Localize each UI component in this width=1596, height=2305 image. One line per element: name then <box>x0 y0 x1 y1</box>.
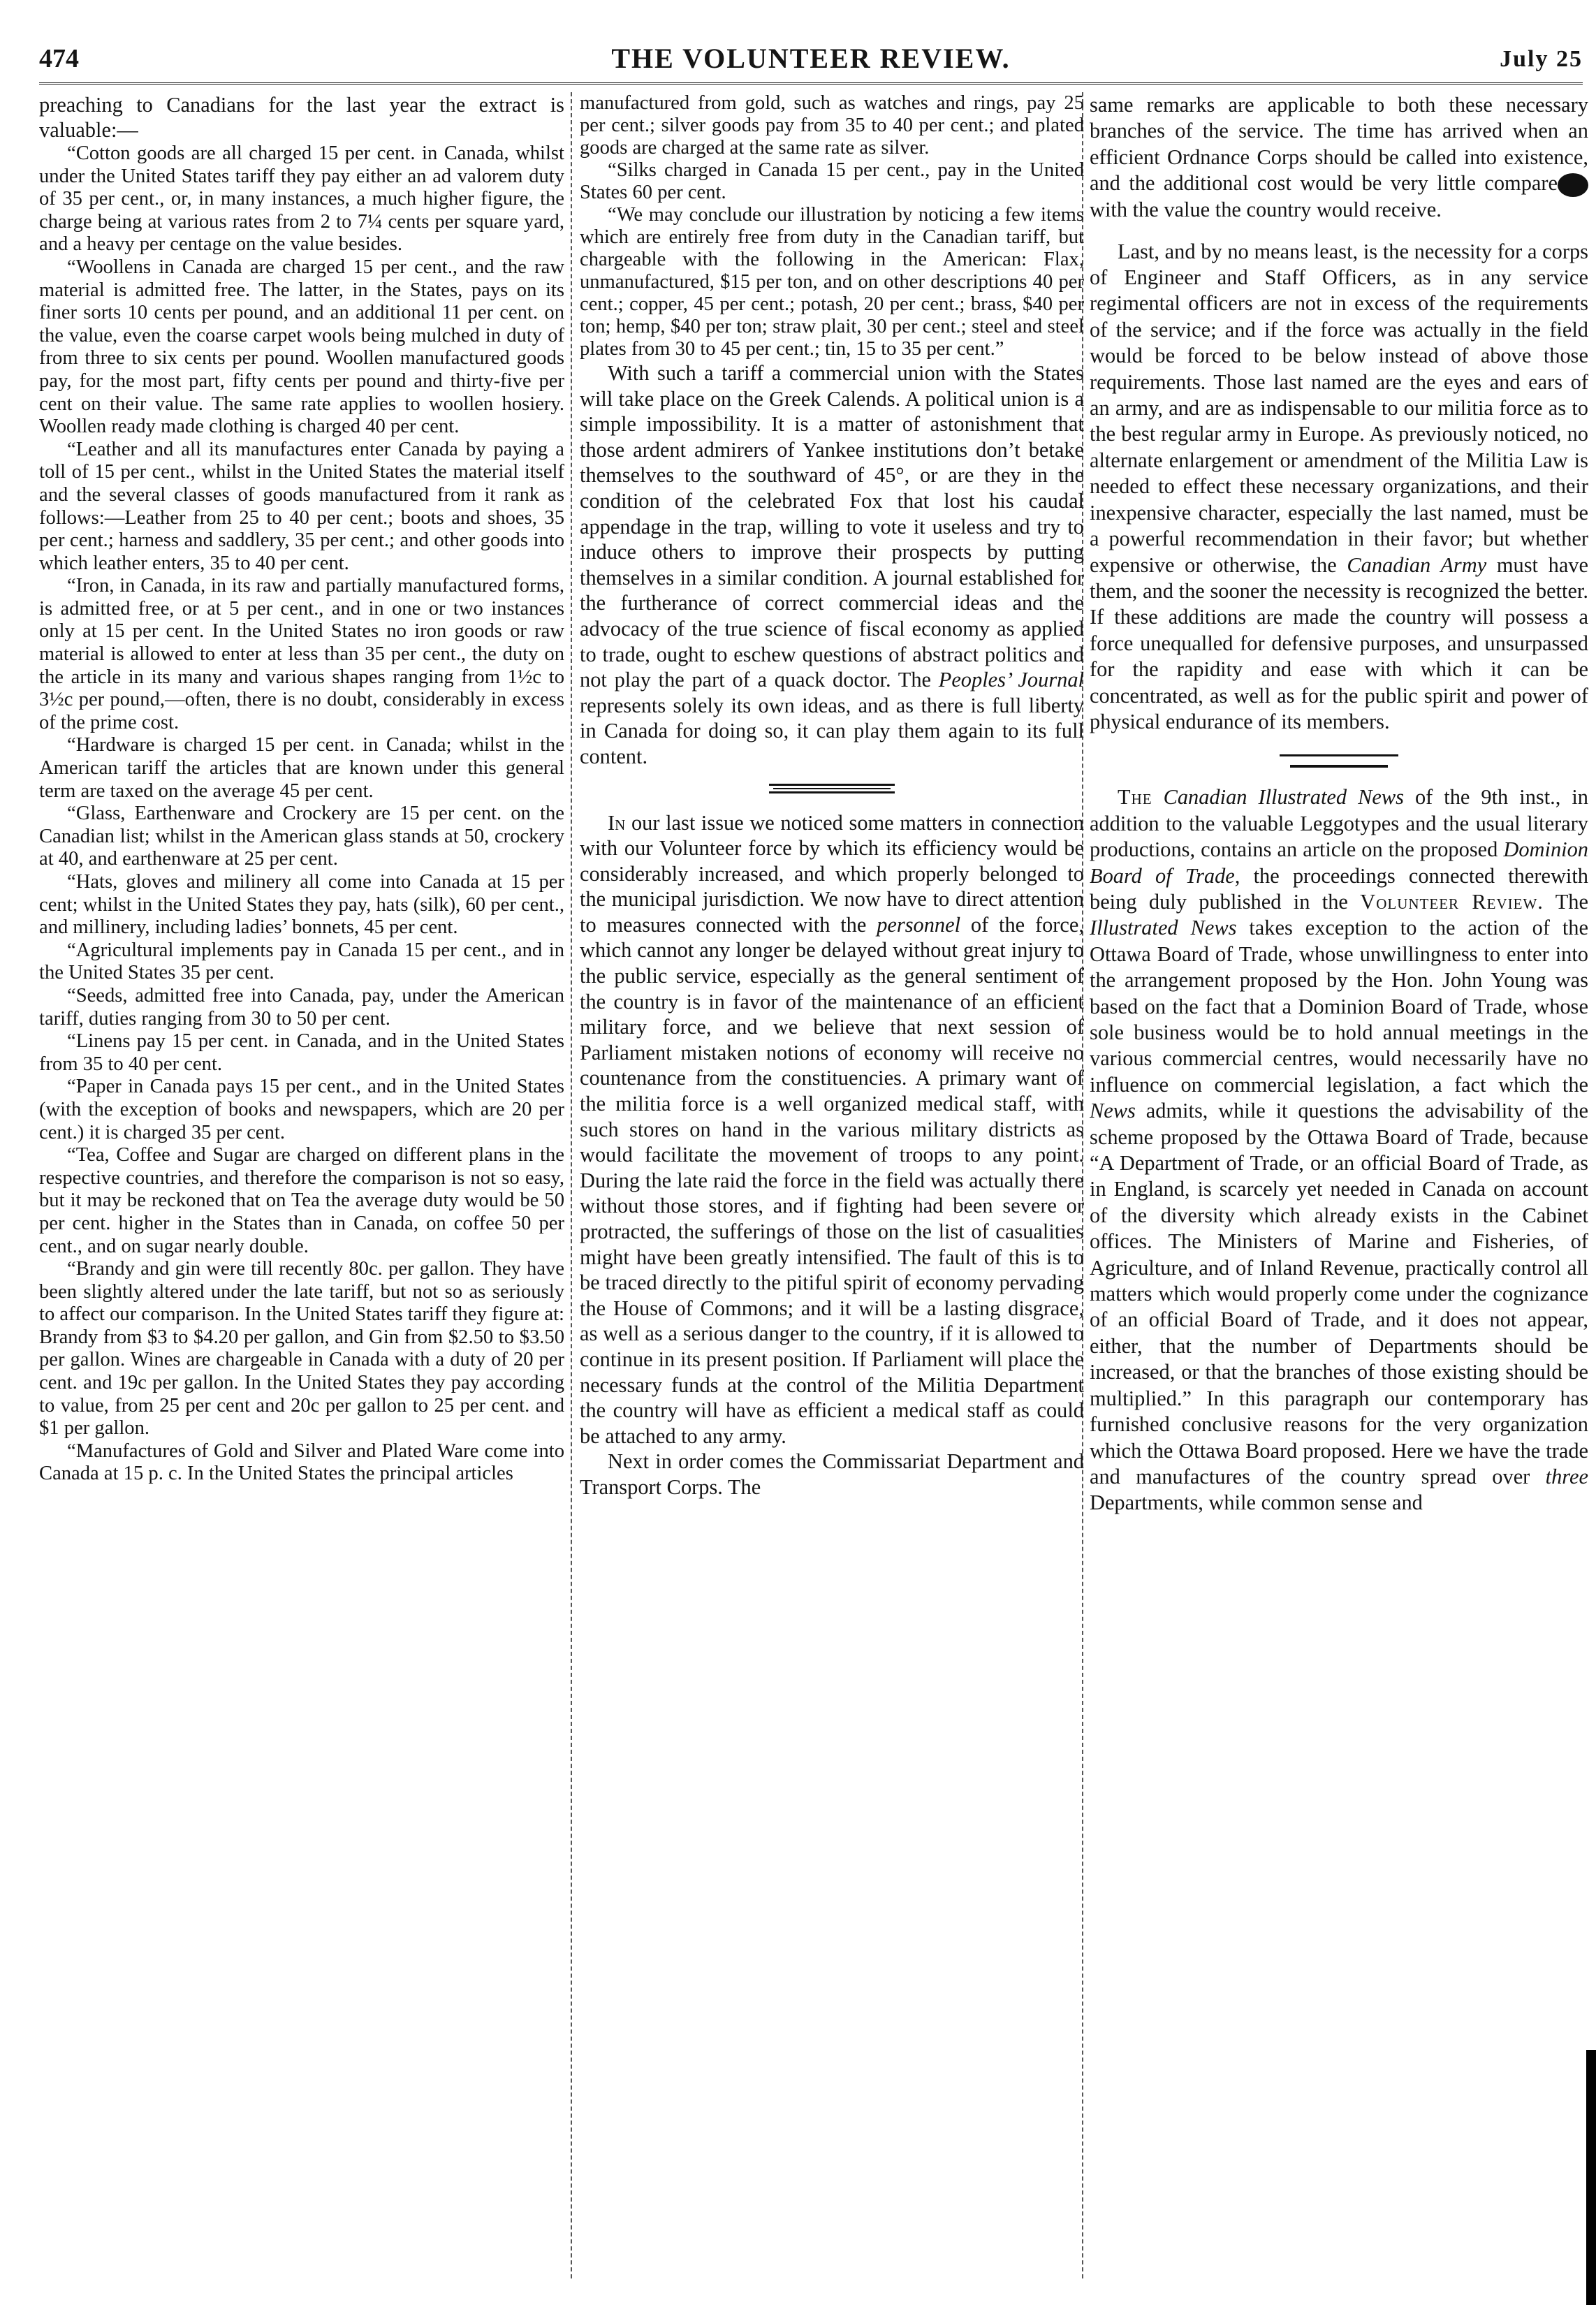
tariff-paragraph: “Glass, Earthenware and Crockery are 15 per cent. on the Canadian list; whilst in the American glass stands at 50, crockery at 40, and earthenware at 25 per cent. <box>39 803 564 870</box>
quote-paragraph: “Silks charged in Canada 15 per cent., pay in the United States 60 per cent. <box>580 159 1084 203</box>
column-1 <box>39 92 564 2278</box>
column-separator <box>571 92 572 2278</box>
section-divider-rule <box>1280 754 1398 756</box>
tariff-paragraph: “Brandy and gin were till recently 80c. per gallon. They have been slightly altered under the late tariff, but not so as seriously to affect our comparison. In the United States tariff they figure at: Brandy from $3 to $4.20 per gallon, and Gin from $2.50 to $3.50 per gallon. Wines are chargeable in Canada with a duty of 20 per cent. and 19c per gallon. In the United States they pay according to value, from 25 per cent and 20c per gallon to 25 per cent. and $1 per gallon. <box>39 1258 564 1440</box>
article-lead-word: The <box>1118 785 1152 810</box>
tariff-paragraph: “Hats, gloves and milinery all come into Canada at 15 per cent; whilst in the United States they pay, hats (silk), 60 per cent., and millinery, including ladies’ bonnets, 45 per cent. <box>39 871 564 939</box>
tariff-paragraph: “Leather and all its manufactures enter Canada by paying a toll of 15 per cent., whilst in the United States the material itself and the several classes of goods manufactured from it rank as follows:—Leather from 25 to 40 per cent.; boots and shoes, 35 per cent.; harness and saddlery, 35 per cent.; and other goods into which leather enters, 35 to 40 per cent. <box>39 438 564 574</box>
column-2 <box>580 92 1084 2278</box>
publication-name: Volunteer Review. <box>1360 889 1544 914</box>
tariff-paragraph: “Manufactures of Gold and Silver and Plated Ware come into Canada at 15 p. c. In the United States the principal articles <box>39 1440 564 1485</box>
tariff-paragraph: “Woollens in Canada are charged 15 per cent., and the raw material is admitted free. The latter, in the States, pays on its finer sorts 10 cents per pound, and an additional 11 per cent. on the value, even the coarse carpet wools being mulched in duty of from three to six cents per pound. Woollen manufactured goods pay, for the most part, fifty cents per pound and thirty-five per cent on their value. The same rate applies to woollen hosiery. Woollen ready made clothing is charged 40 per cent. <box>39 256 564 438</box>
article-text: Departments, while common sense and <box>1090 1491 1423 1515</box>
scan-edge-shadow <box>1586 2050 1596 2305</box>
column-3 <box>1090 92 1588 2278</box>
news-article <box>1090 784 1588 1516</box>
section-divider-rule <box>1290 765 1388 768</box>
header-rule <box>39 82 1583 85</box>
tariff-paragraph: “Agricultural implements pay in Canada 15 per cent., and in the United States 35 per cent. <box>39 939 564 984</box>
page-number: 474 <box>39 44 79 73</box>
article-text: takes exception to the action of the Ottawa Board of Trade, whose unwillingness to enter into the arrangement proposed by the Hon. John Young was based on the fact that a Dominion Board of Trade, whose sole business would be to hold annual meetings in the various commercial centres, would necessarily have no influence on commercial legislation, a fact which the <box>1090 916 1588 1097</box>
tariff-paragraph: “Paper in Canada pays 15 per cent., and in the United States (with the exception of books and newspapers, which are 20 per cent.) it is charged 35 per cent. <box>39 1076 564 1143</box>
article-text: our last issue we noticed some matters in connection with our Volunteer force by which its efficiency would be considerably increased, and which properly belonged to the municipal jurisdiction. We now have to direct attention to measures connected with the <box>580 810 1084 937</box>
article-text: of the 9th inst., in addition to the valuable Leggotypes and the usual literary productions, contains an article on the proposed <box>1090 785 1588 862</box>
page-header <box>39 39 1583 81</box>
article-text: same remarks are applicable to both these necessary branches of the service. The time has arrived when an efficient Ordnance Corps should be called into existence, and the additional cost would be very little compare <box>1090 93 1588 196</box>
publication-name: Canadian Illustrated News <box>1163 785 1404 810</box>
article-text: of the force, which cannot any longer be delayed without great injury to the public service, especially as the general sentiment of the country is in favor of the maintenance of an efficient military force, and we believe that next session of Parliament mistaken notions of economy will receive no countenance from the constituencies. A primary want of the militia force is a well organized medical staff, with such stores on hand in the various military districts as would facilitate the movement of troops to any point. During the late raid the force in the field was actually there without those stores, and if fighting had been severe or protracted, the sufferings of those on the list of casualities might have been greatly intensified. The fault of this is to be traced directly to the pitiful spirit of economy pervading the House of Commons; and it will be a lasting disgrace, as well as a serious danger to the country, if it is allowed to continue in its present position. If Parliament will place the necessary funds at the control of the Militia Department the country will have as efficient a medical staff as could be attached to any army. <box>580 912 1084 1448</box>
tariff-paragraph: “Hardware is charged 15 per cent. in Canada; whilst in the American tariff the articles that are known under this general term are taxed on the average 45 per cent. <box>39 734 564 802</box>
ink-blot <box>1558 173 1588 197</box>
article-text: admits, while it questions the advisability of the scheme proposed by the Ottawa Board of Trade, because “A Department of Trade, or an official Board of Trade, as in England, is scarcely yet needed in Canada on account of the diversity which already exists in the Cabinet offices. The Ministers of Marine and Fisheries, of Agriculture, and of Inland Revenue, practically control all matters which would properly come under the cognizance of an official Board of Trade, and it does not appear, either, that the number of Departments should be increased, or that the branches of those existing should be multiplied.” In this paragraph our contemporary has furnished conclusive reasons for the very organization which the Ottawa Board proposed. Here we have the trade and manufactures of the country spread over <box>1090 1099 1588 1488</box>
tariff-intro: preaching to Canadians for the last year the extract is valuable:— <box>39 93 564 142</box>
article-text: with the value the country would receive. <box>1090 198 1442 222</box>
journal-name: Peoples’ Journal <box>938 668 1084 692</box>
article-text: The <box>1555 889 1588 914</box>
article-paragraph <box>1090 92 1588 224</box>
quote-paragraph: “We may conclude our illustration by noticing a few items which are entirely free from duty in the Canadian tariff, but chargeable with the following in the American: Flax, unmanufactured, $15 per ton, and on other descriptions 40 per cent.; copper, 45 per cent.; potash, 20 per cent.; brass, $40 per ton; hemp, $40 per ton; straw plait, 30 per cent.; steel and steel plates from 30 to 45 per cent.; tin, 15 to 35 per cent.” <box>580 204 1084 360</box>
paragraph-gap <box>1090 224 1588 239</box>
italic-term: three <box>1545 1464 1588 1488</box>
militia-article <box>580 810 1084 1449</box>
italic-term: personnel <box>877 912 961 937</box>
masthead-title: THE VOLUNTEER REVIEW. <box>611 43 1011 74</box>
tariff-paragraph: “Seeds, admitted free into Canada, pay, under the American tariff, duties ranging from 30 to 50 per cent. <box>39 984 564 1030</box>
article-paragraph: Next in order comes the Commissariat Department and Transport Corps. The <box>580 1449 1084 1499</box>
issue-date: July 25 <box>1500 46 1583 72</box>
article-paragraph <box>1090 239 1588 736</box>
editorial-text: With such a tariff a commercial union with the States will take place on the Greek Calends. A political union is a simple impossibility. It is a matter of astonishment that those ardent admirers of Yankee institutions don’t betake themselves to the southward of 45°, or are they in the condition of the celebrated Fox that lost his caudal appendage in the trap, willing to vote it useless and try to induce others to improve their prospects by putting themselves in a similar condition. A journal established for the furtherance of correct commercial ideas and the advocacy of the true science of fiscal economy as applied to trade, ought to eschew questions of abstract politics and not play the part of a quack doctor. The <box>580 361 1084 692</box>
article-text: must have them, and the sooner the necessity is recognized the better. If these additions are made the country will possess a force unequalled for defensive purposes, and unsurpassed for the rapidity and ease with which it can be concentrated, as well as for the public spirit and power of physical endurance of its members. <box>1090 553 1588 733</box>
tariff-paragraph: “Iron, in Canada, in its raw and partially manufactured forms, is admitted free, or at 5 per cent., and in one or two instances only at 15 per cent. In the United States no iron goods or raw material is allowed to enter at less than 35 per cent., the duty on the article in its many and various shapes ranging from 1½c to 3½c per pound,—often, there is no doubt, considerably in excess of the prime cost. <box>39 575 564 733</box>
italic-term: Canadian Army <box>1347 553 1487 577</box>
publication-name: News <box>1090 1099 1136 1123</box>
tariff-paragraph: “Linens pay 15 per cent. in Canada, and in the United States from 35 to 40 per cent. <box>39 1030 564 1075</box>
tariff-paragraph: “Cotton goods are all charged 15 per cent. in Canada, whilst under the United States tariff they pay either an ad valorem duty of 35 per cent., or, in many instances, a much higher figure, the charge being at various rates from 2 to 7¼ cents per square yard, and a heavy per centage on the value besides. <box>39 142 564 256</box>
editorial-paragraph <box>580 360 1084 770</box>
tariff-paragraph: “Tea, Coffee and Sugar are charged on different plans in the respective countries, and therefore the comparison is not so easy, but it may be reckoned that on Tea the average duty would be 50 per cent. higher in the States than in Canada, on coffee 50 per cent., and on sugar nearly double. <box>39 1144 564 1257</box>
editorial-text: represents solely its own ideas, and as there is full liberty in Canada for doing so, it can play them again to its full content. <box>580 693 1084 768</box>
article-lead-word: In <box>608 810 626 835</box>
italic-term: Dominion Board of Trade, <box>1090 837 1588 888</box>
article-text: Last, and by no means least, is the necessity for a corps of Engineer and Staff Officers, as in any service regimental officers are not in excess of the requirements of the service; and if the force was actually in the field would be forced to be below instead of above those requirements. Those last named are the eyes and ears of an army, and are as indispensable to our militia force as to the best regular army in Europe. As previously noticed, no alternate enlargement or amendment of the Militia Law is needed to effect these necessary organizations, and their inexpensive character, especially the last named, must be a powerful recommendation in their favor; but whether expensive or otherwise, the <box>1090 239 1588 577</box>
publication-name: Illustrated News <box>1090 916 1237 940</box>
section-divider-ornament <box>769 784 895 793</box>
quote-paragraph: manufactured from gold, such as watches and rings, pay 25 per cent.; silver goods pay from 35 to 40 per cent.; and plated goods are charged at the same rate as silver. <box>580 92 1084 159</box>
article-text: the proceedings connected therewith being duly published in the <box>1090 863 1588 914</box>
